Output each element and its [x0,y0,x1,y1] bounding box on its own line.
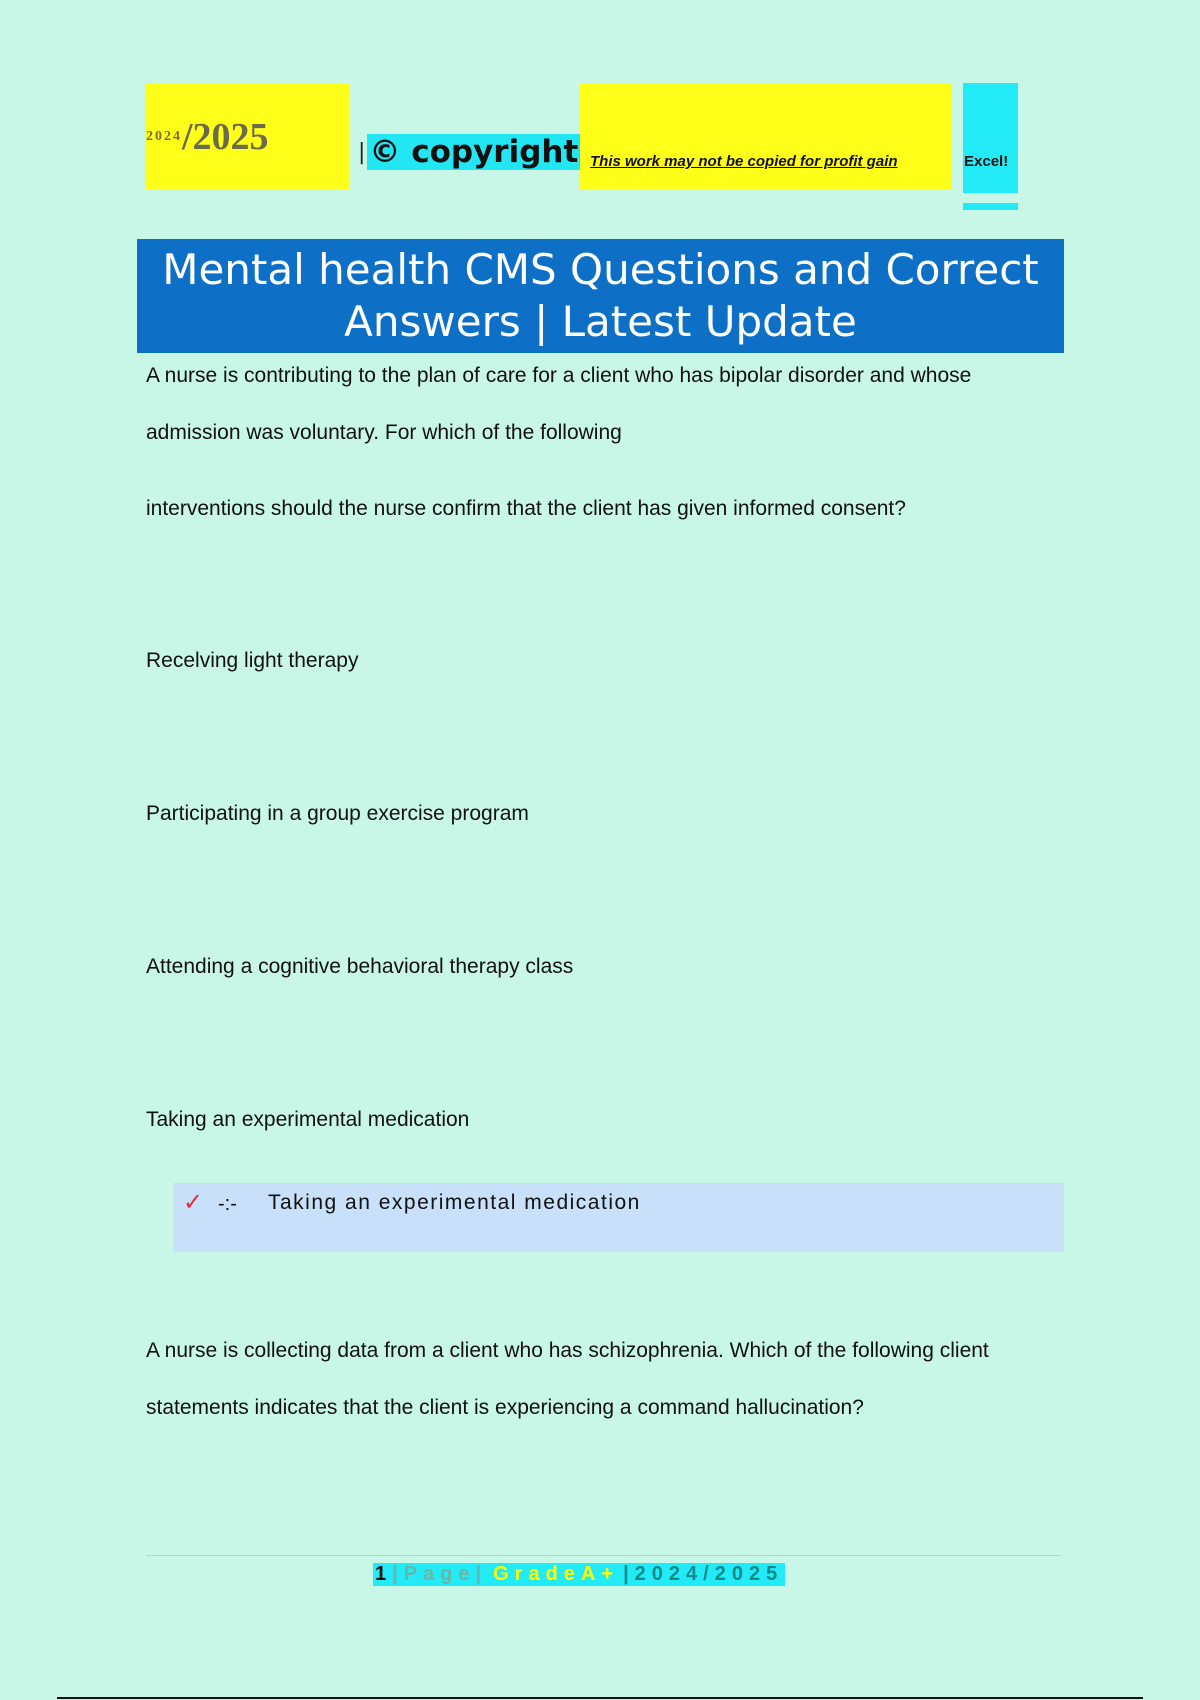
option-item: Attending a cognitive behavioral therapy class [146,955,574,978]
document-title: Mental health CMS Questions and Correct Answers | Latest Update [137,239,1064,353]
copyright-badge [358,130,590,174]
footer-grade: GradeA+ [493,1562,620,1585]
question1-line3: interventions should the nurse confirm that the client has given informed consent? [146,497,906,520]
copyright-bar-left: | [358,139,366,165]
page-footer [373,1560,785,1588]
question1-line2: admission was voluntary. For which of the following [146,421,622,444]
copy-notice-box [580,83,952,189]
copy-notice: This work may not be copied for profit gain [590,153,898,170]
year-badge [146,83,349,190]
answer-separator: -:- [218,1193,237,1215]
question2-line1: A nurse is collecting data from a client who has schizophrenia. Which of the following client [146,1339,989,1362]
question2-line2: statements indicates that the client is experiencing a command hallucination? [146,1396,864,1419]
footer-divider [146,1555,1060,1556]
option-item: Taking an experimental medication [146,1108,470,1131]
footer-page [373,1563,491,1586]
excel-underline-decoration [963,203,1018,210]
excel-label: Excel! [964,153,1009,170]
option-item: Recelving light therapy [146,649,359,672]
footer-page-label: |Page| [392,1562,488,1585]
year-big: /2025 [182,115,269,158]
option-item: Participating in a group exercise program [146,802,529,825]
checkmark-icon: ✓ [183,1189,204,1216]
excel-badge [963,83,1018,193]
copyright-label: © copyright [369,134,579,170]
footer-page-number: 1 [375,1562,393,1585]
answer-text: Taking an experimental medication [268,1191,641,1214]
footer-year: |2024/2025 [623,1562,784,1585]
question1-line1: A nurse is contributing to the plan of care for a client who has bipolar disorder and whose [146,364,972,387]
bottom-rule [57,1697,1143,1699]
year-small: 2024 [146,128,182,144]
answer-box [173,1183,1064,1252]
